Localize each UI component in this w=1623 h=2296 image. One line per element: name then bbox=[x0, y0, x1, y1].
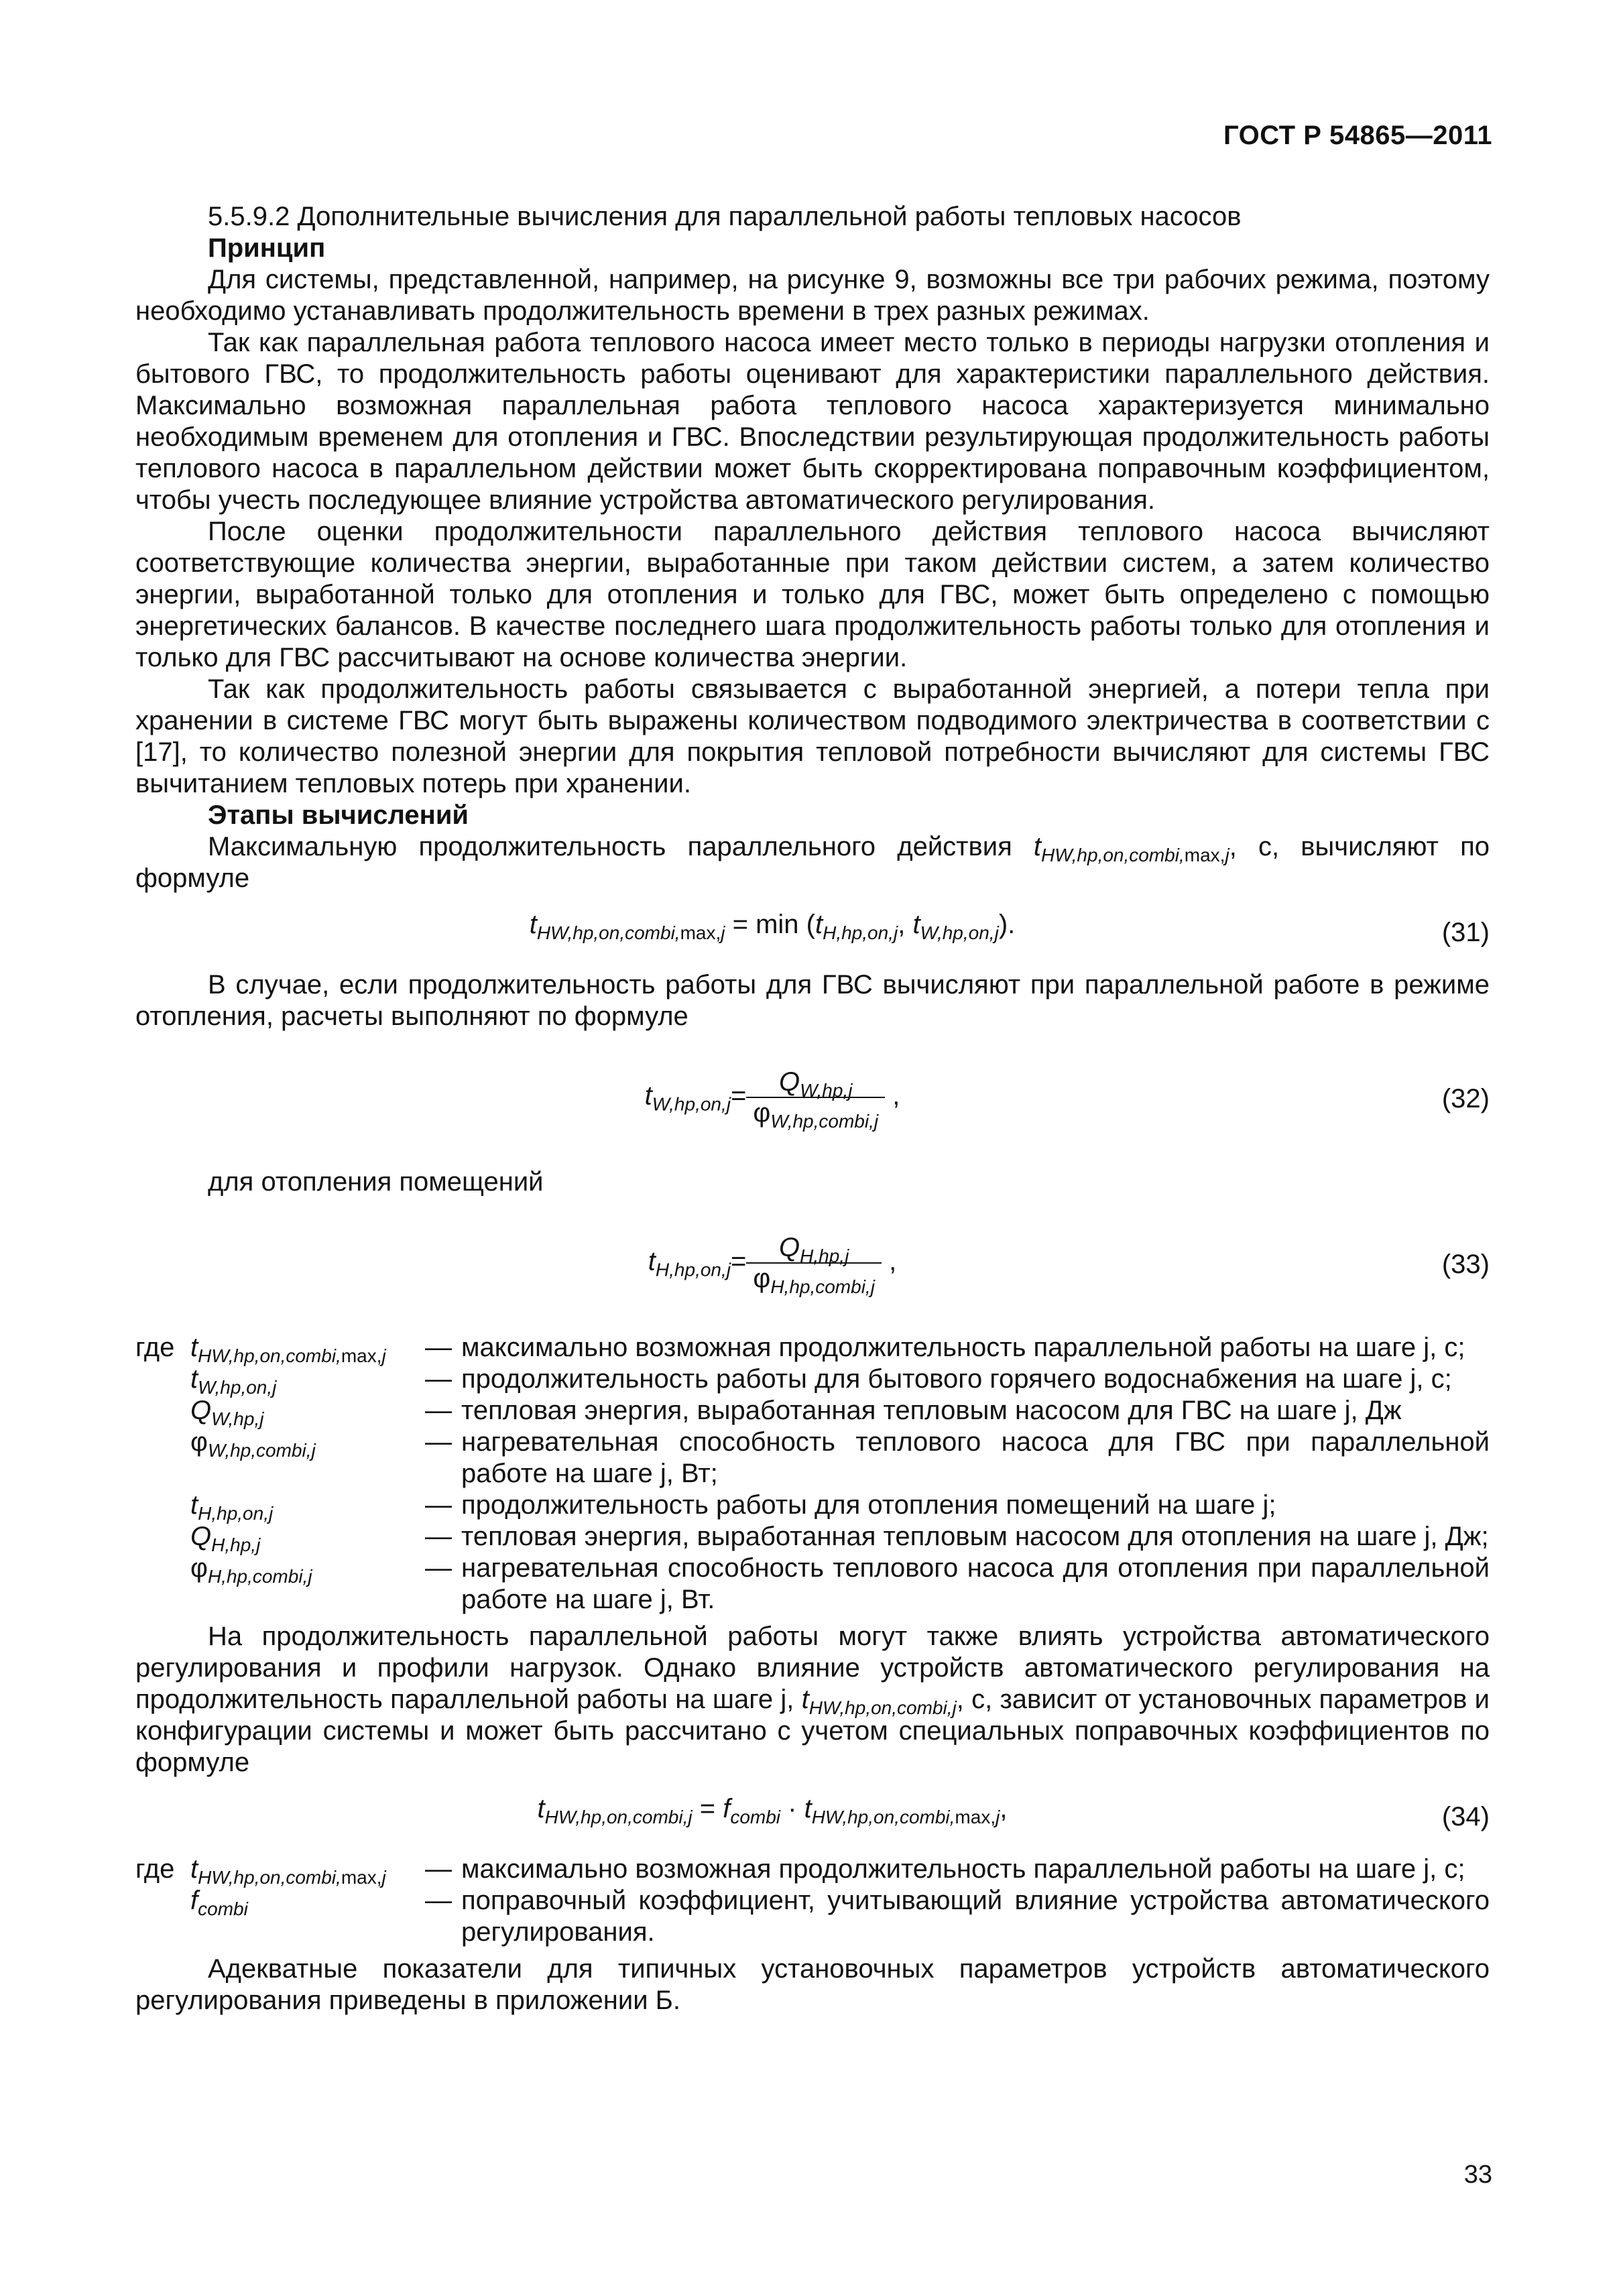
symbol-legend bbox=[135, 1854, 1490, 1948]
legend-text: тепловая энергия, выработанная тепловым насосом для ГВС на шаге j, Дж bbox=[461, 1396, 1402, 1425]
legend-row bbox=[135, 1332, 1490, 1364]
equation-body: $t_{H,hp,on,j}=$ $\frac{Q_{H,hp,j}}{\varphi_{H,hp,combi,j}}$ , bbox=[648, 1233, 897, 1297]
paragraph: В случае, если продолжительность работы для ГВС вычисляют при параллельной работе в режиме отопления, расчеты выполняют по формуле bbox=[135, 970, 1490, 1031]
subscript: HW,hp,on,combi,j bbox=[808, 1697, 957, 1718]
legend-row bbox=[135, 1490, 1490, 1524]
symbol: t bbox=[801, 1685, 809, 1714]
legend-dash: — bbox=[425, 1886, 452, 1915]
legend-symbol: $f_{combi}$ bbox=[190, 1886, 248, 1919]
fraction: $\frac{Q_{H,hp,j}}{\varphi_{H,hp,combi,j}}$ bbox=[746, 1233, 882, 1293]
symbol-legend bbox=[135, 1332, 1490, 1616]
equation-number: (32) bbox=[1441, 1084, 1490, 1113]
legend-row bbox=[135, 1885, 1490, 1948]
paragraph: Так как продолжительность работы связывается с выработанной энергией, а потери тепла при хранении в системе ГВС могут быть выражены количеством подводимого электричества в соответствии с [17], то количество полезной энергии для покрытия тепловой потребности вычисляют для системы ГВС вычитанием тепловых потерь при хранении. bbox=[135, 674, 1490, 798]
legend-text: поправочный коэффициент, учитывающий влияние устройства автоматического регулирования. bbox=[461, 1886, 1490, 1947]
text-run: Максимальную продолжительность параллельного действия bbox=[208, 832, 1034, 861]
equation-number: (33) bbox=[1441, 1250, 1490, 1279]
legend-symbol: $t_{HW,hp,on,combi,max,j}$ bbox=[190, 1333, 386, 1366]
text-run: , с, зависит от установочных параметров и конфигурации системы и может быть рассчитано с учетом специальных поправочных коэффициентов по формуле bbox=[135, 1685, 1490, 1777]
legend-row bbox=[135, 1427, 1490, 1490]
fraction: $\frac{Q_{W,hp,j}}{\varphi_{W,hp,combi,j}}$ bbox=[746, 1067, 885, 1128]
legend-dash: — bbox=[425, 1553, 452, 1583]
equation-number: (31) bbox=[1441, 918, 1490, 947]
legend-dash: — bbox=[425, 1522, 452, 1551]
legend-symbol: $t_{HW,hp,on,combi,max,j}$ bbox=[190, 1854, 386, 1888]
paragraph: После оценки продолжительности параллельного действия теплового насоса вычисляют соответствующие количества энергии, выработанные при таком действии систем, а затем количество энергии, выработанной только для отопления и только для ГВС, может быть определено с помощью энергетических балансов. В качестве последнего шага продолжительность работы только для отопления и только для ГВС рассчитывают на основе количества энергии. bbox=[135, 517, 1490, 672]
legend-text: тепловая энергия, выработанная тепловым насосом для отопления на шаге j, Дж; bbox=[461, 1522, 1489, 1551]
paragraph: для отопления помещений bbox=[208, 1167, 544, 1197]
legend-row bbox=[135, 1553, 1490, 1616]
legend-dash: — bbox=[425, 1490, 452, 1520]
legend-dash: — bbox=[425, 1333, 452, 1362]
legend-text: продолжительность работы для бытового горячего водоснабжения на шаге j, с; bbox=[461, 1364, 1452, 1394]
legend-dash: — bbox=[425, 1364, 452, 1394]
legend-symbol: $t_{W,hp,on,j}$ bbox=[190, 1364, 277, 1398]
legend-symbol: $\varphi_{H,hp,combi,j}$ bbox=[190, 1553, 312, 1587]
equation-34 bbox=[135, 1793, 1490, 1840]
paragraph: Адекватные показатели для типичных установочных параметров устройств автоматического регулирования приведены в приложении Б. bbox=[135, 1954, 1490, 2015]
equation-body: $t_{HW,hp,on,combi,max,j} = \min (t_{H,hp,on,j}$, $t_{W,hp,on,j}$). bbox=[529, 910, 1016, 943]
paragraph: Для системы, представленной, например, на рисунке 9, возможны все три рабочих режима, поэтому необходимо устанавливать продолжительность времени в трех разных режимах. bbox=[135, 265, 1490, 326]
principle-heading: Принцип bbox=[208, 233, 326, 263]
equation-32 bbox=[135, 1052, 1490, 1146]
legend-row bbox=[135, 1854, 1490, 1888]
legend-text: максимально возможная продолжительность параллельной работы на шаге j, с; bbox=[461, 1333, 1465, 1362]
steps-heading: Этапы вычислений bbox=[208, 800, 469, 830]
section-title: 5.5.9.2 Дополнительные вычисления для параллельной работы тепловых насосов bbox=[208, 202, 1242, 231]
document-body bbox=[135, 201, 1490, 2016]
equation-number: (34) bbox=[1441, 1802, 1490, 1831]
text-run: На продолжительность параллельной работы могут также влиять устройства автоматического регулирования и профили нагрузок. Однако влияние устройств автоматического регулирования на продолжительность параллельной работы на шаге j, bbox=[135, 1622, 1490, 1714]
document-code: ГОСТ Р 54865—2011 bbox=[1223, 121, 1492, 150]
legend-dash: — bbox=[425, 1854, 452, 1884]
legend-text: максимально возможная продолжительность параллельной работы на шаге j, с; bbox=[461, 1854, 1465, 1884]
equation-31 bbox=[135, 909, 1490, 956]
legend-row bbox=[135, 1395, 1490, 1427]
legend-text: нагревательная способность теплового насоса для ГВС при параллельной работе на шаге j, Вт; bbox=[461, 1427, 1490, 1488]
legend-where: где bbox=[135, 1854, 175, 1884]
legend-text: нагревательная способность теплового насоса для отопления при параллельной работе на шаге j, Вт. bbox=[461, 1553, 1490, 1614]
paragraph-max-duration bbox=[135, 831, 1490, 894]
paragraph-influence bbox=[135, 1621, 1490, 1778]
legend-symbol: $t_{H,hp,on,j}$ bbox=[190, 1490, 274, 1524]
legend-dash: — bbox=[425, 1427, 452, 1457]
equation-body: $t_{HW,hp,on,combi,j} = f_{combi} \cdot t_{HW,hp,on,combi,max,j}$, bbox=[537, 1794, 1008, 1827]
equation-body: $t_{W,hp,on,j}=$ $\frac{Q_{W,hp,j}}{\varphi_{W,hp,combi,j}}$ , bbox=[644, 1067, 900, 1132]
legend-symbol: $\varphi_{W,hp,combi,j}$ bbox=[190, 1427, 316, 1461]
subscript: HW,hp,on,combi,max,j bbox=[1041, 845, 1229, 865]
legend-symbol: $Q_{H,hp,j}$ bbox=[190, 1522, 261, 1555]
paragraph: Так как параллельная работа теплового насоса имеет место только в периоды нагрузки отопления и бытового ГВС, то продолжительность работы оценивают для характеристики параллельного действия. Максимально возможная параллельная работа теплового насоса характеризуется минимально необходимым временем для отопления и ГВС. Впоследствии результирующая продолжительность работы теплового насоса в параллельном действии может быть скорректирована поправочным коэффициентом, чтобы учесть последующее влияние устройства автоматического регулирования. bbox=[135, 328, 1490, 515]
legend-row bbox=[135, 1521, 1490, 1553]
legend-row bbox=[135, 1364, 1490, 1398]
symbol: t bbox=[1033, 832, 1042, 861]
legend-text: продолжительность работы для отопления помещений на шаге j; bbox=[461, 1490, 1276, 1520]
legend-where: где bbox=[135, 1333, 175, 1362]
text-run: , с, вычисляют по формуле bbox=[135, 832, 1490, 893]
legend-symbol: $Q_{W,hp,j}$ bbox=[190, 1396, 264, 1429]
equation-33 bbox=[135, 1218, 1490, 1312]
legend-dash: — bbox=[425, 1396, 452, 1425]
page-number: 33 bbox=[1463, 2161, 1492, 2189]
